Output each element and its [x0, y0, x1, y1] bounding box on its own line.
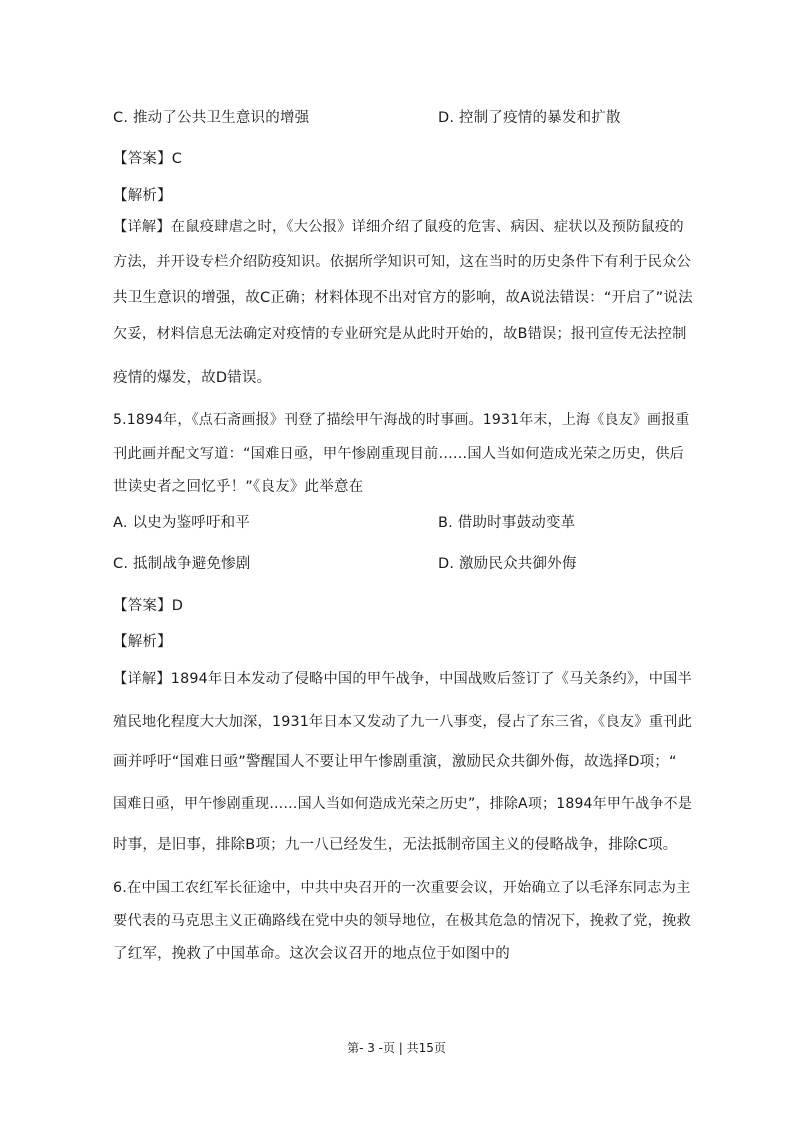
- q5-detail-line: 画并呼吁“国难日亟”警醒国人不要让甲午惨剧重演，激励民众共御外侮，故选择D项；“: [113, 754, 677, 770]
- q4-analysis-heading: 【解析】: [113, 188, 172, 204]
- q4-answer: 【答案】C: [113, 151, 183, 167]
- q4-detail-line: 欠妥，材料信息无法确定对疫情的专业研究是从此时开始的，故B错误；报刊宣传无法控制: [113, 326, 687, 342]
- page-number-footer: 第- 3 -页 | 共15页: [347, 1041, 446, 1055]
- q4-detail-line: 疫情的爆发，故D错误。: [113, 370, 272, 386]
- q6-stem-line: 要代表的马克思主义正确路线在党中央的领导地位，在极其危急的情况下，挽救了党，挽救: [113, 913, 692, 929]
- q6-stem-line: 了红军，挽救了中国革命。这次会议召开的地点位于如图中的: [113, 946, 510, 962]
- q5-detail-line: 国难日亟，甲午惨剧重现……国人当如何造成光荣之历史”，排除A项；1894年甲午战争不是: [113, 796, 693, 812]
- q5-stem-line: 刊此画并配文写道：“国难日亟，甲午惨剧重现目前……国人当如何造成光荣之历史，供后: [113, 446, 685, 462]
- q4-detail-line: 共卫生意识的增强，故C正确；材料体现不出对官方的影响，故A说法错误：“开启了”说法: [113, 290, 693, 306]
- q4-option-c: C. 推动了公共卫生意识的增强: [113, 110, 310, 126]
- q5-detail-line: 【详解】1894年日本发动了侵略中国的甲午战争，中国战败后签订了《马关条约》，中国半: [113, 671, 693, 687]
- q5-stem-line: 世读史者之回忆乎！”《良友》此举意在: [113, 479, 364, 495]
- q4-detail-line: 方法，并开设专栏介绍防疫知识。依据所学知识可知，这在当时的历史条件下有利于民众公: [113, 254, 692, 270]
- q6-stem-line: 6.在中国工农红军长征途中，中共中央召开的一次重要会议，开始确立了以毛泽东同志为主: [113, 880, 691, 896]
- q5-option-c: C. 抵制战争避免惨剧: [113, 556, 251, 572]
- q4-option-d: D. 控制了疫情的暴发和扩散: [438, 110, 621, 126]
- q5-stem-line: 5.1894年，《点石斋画报》刊登了描绘甲午海战的时事画。1931年末，上海《良友》画报重: [113, 412, 690, 428]
- q5-detail-line: 时事，是旧事，排除B项；九一八已经发生，无法抵制帝国主义的侵略战争，排除C项。: [113, 837, 678, 853]
- q5-answer: 【答案】D: [113, 598, 184, 614]
- q5-option-b: B. 借助时事鼓动变革: [438, 515, 576, 531]
- q5-detail-line: 殖民地化程度大大加深，1931年日本又发动了九一八事变，侵占了东三省，《良友》重刊此: [113, 714, 693, 730]
- q5-analysis-heading: 【解析】: [113, 634, 172, 650]
- q5-option-d: D. 激励民众共御外侮: [438, 556, 577, 572]
- q4-detail-line: 【详解】在鼠疫肆虐之时，《大公报》详细介绍了鼠疫的危害、病因、症状以及预防鼠疫的: [113, 219, 684, 235]
- q5-option-a: A. 以史为鉴呼吁和平: [113, 515, 251, 531]
